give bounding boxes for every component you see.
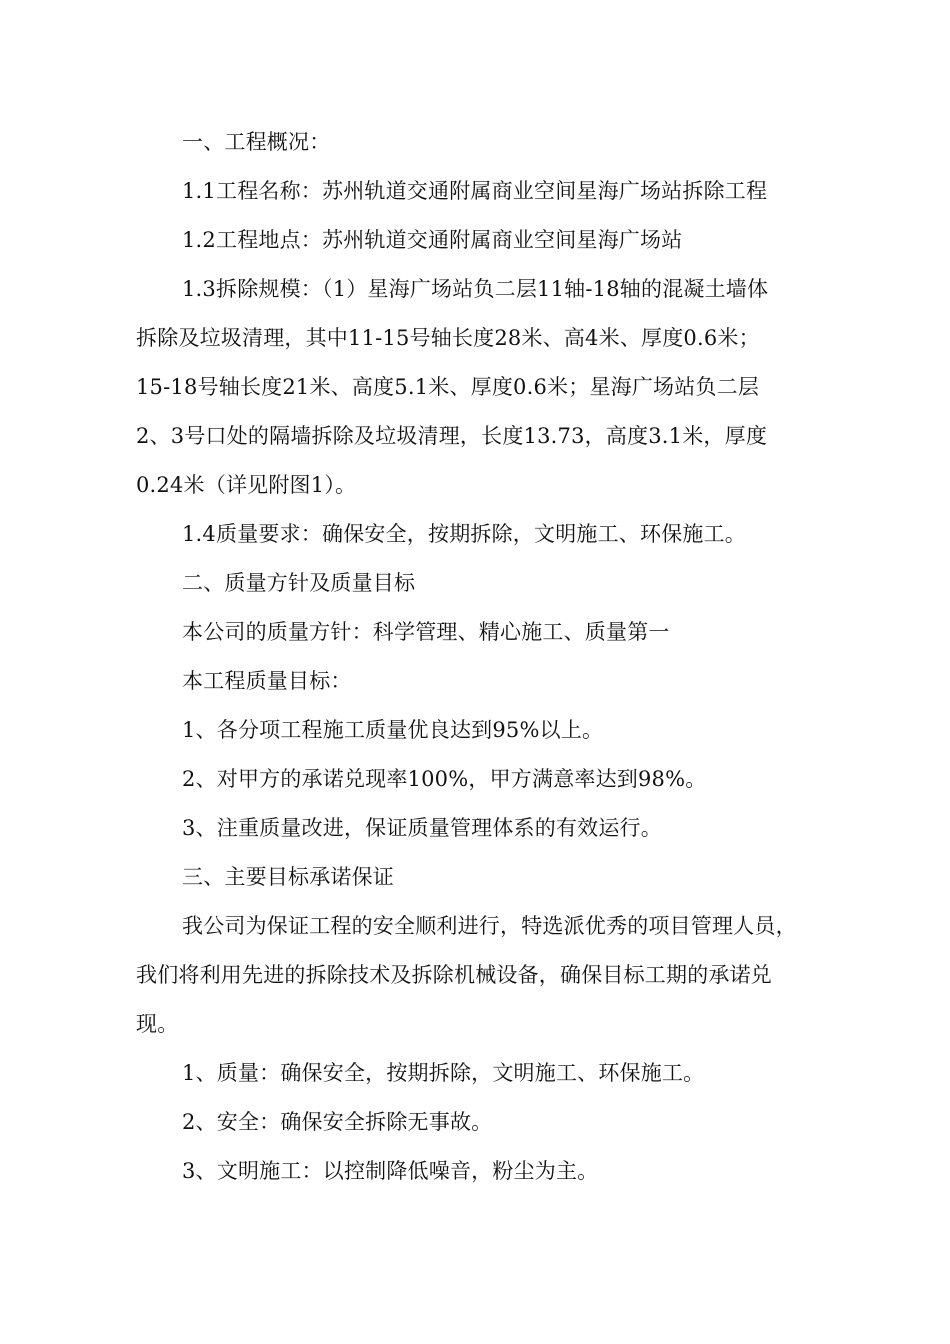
section-heading-quality-policy: 二、质量方针及质量目标: [182, 571, 416, 595]
commitment-paragraph-line-2: 我们将利用先进的拆除技术及拆除机械设备，确保目标工期的承诺兑: [136, 963, 772, 987]
document-body: [136, 118, 826, 1196]
quality-goal-item-3: 3、注重质量改进，保证质量管理体系的有效运行。: [182, 816, 662, 840]
demolition-scale-line-3: 15-18号轴长度21米、高度5.1米、厚度0.6米；星海广场站负二层: [136, 375, 760, 399]
quality-requirement-line: 1.4质量要求：确保安全，按期拆除，文明施工、环保施工。: [182, 522, 746, 546]
project-location-line: 1.2工程地点：苏州轨道交通附属商业空间星海广场站: [182, 228, 683, 252]
section-heading-commitment: 三、主要目标承诺保证: [182, 865, 394, 889]
demolition-scale-line-1: 1.3拆除规模：（1）星海广场站负二层11轴-18轴的混凝土墙体: [182, 277, 769, 301]
project-name-line: 1.1工程名称：苏州轨道交通附属商业空间星海广场站拆除工程: [182, 179, 768, 203]
section-heading-overview: 一、工程概况：: [182, 130, 331, 154]
commitment-paragraph-line-3: 现。: [136, 1012, 179, 1036]
demolition-scale-line-2: 拆除及垃圾清理，其中11-15号轴长度28米、高4米、厚度0.6米；: [136, 326, 760, 350]
commitment-item-safety: 2、安全：确保安全拆除无事故。: [182, 1110, 493, 1134]
quality-goal-item-2: 2、对甲方的承诺兑现率100%，甲方满意率达到98%。: [182, 767, 707, 791]
quality-goal-item-1: 1、各分项工程施工质量优良达到95%以上。: [182, 718, 604, 742]
demolition-scale-line-4: 2、3号口处的隔墙拆除及垃圾清理，长度13.73，高度3.1米，厚度: [136, 424, 768, 448]
company-quality-policy: 本公司的质量方针：科学管理、精心施工、质量第一: [182, 620, 670, 644]
commitment-item-civilized-construction: 3、文明施工：以控制降低噪音，粉尘为主。: [182, 1159, 599, 1183]
project-quality-goal-heading: 本工程质量目标：: [182, 669, 352, 693]
demolition-scale-line-5: 0.24米（详见附图1）。: [136, 473, 357, 497]
commitment-item-quality: 1、质量：确保安全，按期拆除，文明施工、环保施工。: [182, 1061, 705, 1085]
commitment-paragraph-line-1: 我公司为保证工程的安全顺利进行，特选派优秀的项目管理人员，: [182, 914, 797, 938]
